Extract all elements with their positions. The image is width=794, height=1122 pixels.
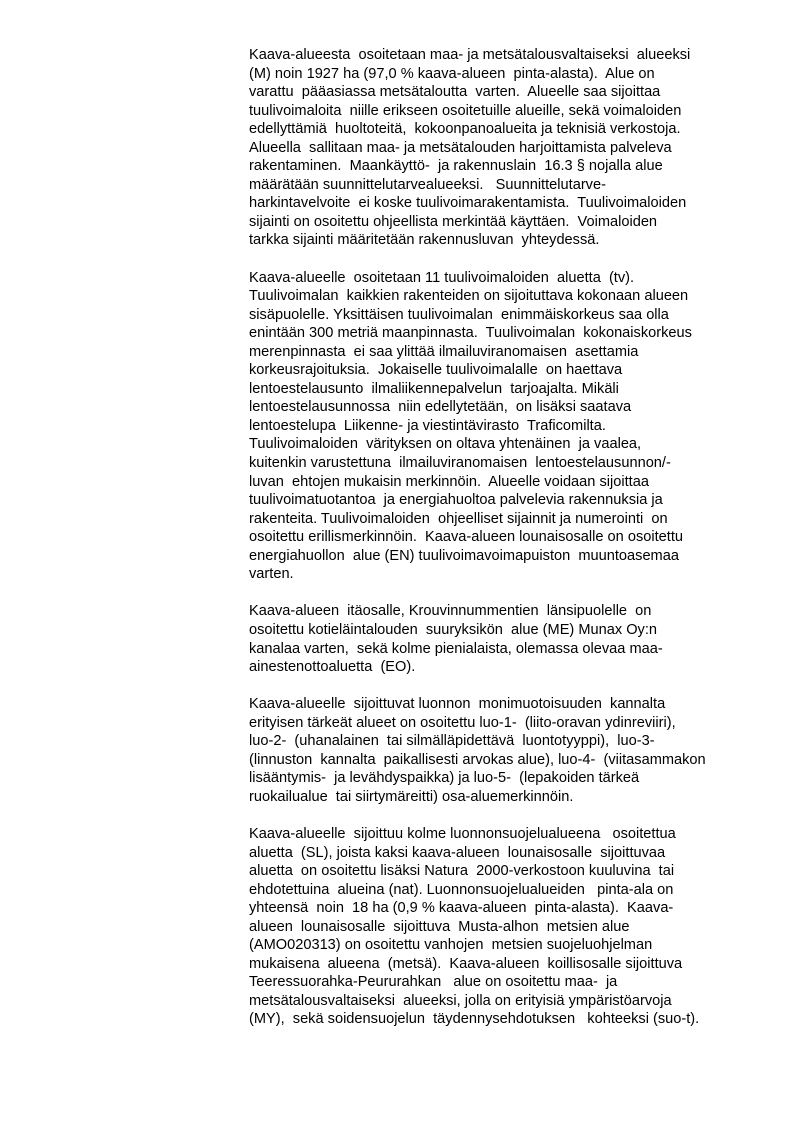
text-line: ainestenottoaluetta (EO). xyxy=(249,659,416,676)
paragraph-forest-area xyxy=(249,46,779,250)
text-line: kanalaa varten, sekä kolme pienialaista, olemassa olevaa maa- xyxy=(249,640,663,657)
text-line: Alueella sallitaan maa- ja metsätalouden harjoittamista palveleva xyxy=(249,139,672,156)
text-line: edellyttämiä huoltoteitä, kokoonpanoalueita ja teknisiä verkostoja. xyxy=(249,121,681,138)
text-line: lentoestelupa Liikenne- ja viestintävirasto Traficomilta. xyxy=(249,417,606,434)
text-line: aluetta (SL), joista kaksi kaava-alueen lounaisosalle sijoittuvaa xyxy=(249,844,666,861)
paragraph-biodiversity xyxy=(249,695,779,806)
text-line: Kaava-alueen itäosalle, Krouvinnummentien länsipuolelle on xyxy=(249,603,652,620)
text-line: kuitenkin varustettuna ilmailuviranomaisen lentoestelausunnon/- xyxy=(249,455,671,472)
text-line: alueen lounaisosalle sijoittuva Musta-alhon metsien alue xyxy=(249,918,630,935)
text-line: aluetta on osoitettu lisäksi Natura 2000-verkostoon kuuluvina tai xyxy=(249,863,675,880)
text-line: sijainti on osoitettu ohjeellista merkintää käyttäen. Voimaloiden xyxy=(249,213,658,230)
text-line: Teeressuorahka-Peururahkan alue on osoitettu maa- ja xyxy=(249,974,618,991)
text-line: varattu pääasiassa metsätaloutta varten. Alueelle saa sijoittaa xyxy=(249,84,661,101)
text-line: mukaisena alueena (metsä). Kaava-alueen koillisosalle sijoittuva xyxy=(249,955,683,972)
text-line: luo-2- (uhanalainen tai silmälläpidettävä luontotyyppi), luo-3- xyxy=(249,733,655,750)
text-line: rakentaminen. Maankäyttö- ja rakennuslain 16.3 § nojalla alue xyxy=(249,158,663,175)
text-line: erityisen tärkeät alueet on osoitettu luo-1- (liito-oravan ydinreviiri), xyxy=(249,714,676,731)
text-line: osoitettu kotieläintalouden suuryksikön alue (ME) Munax Oy:n xyxy=(249,621,658,638)
text-line: varten. xyxy=(249,566,294,583)
text-line: korkeusrajoituksia. Jokaiselle tuulivoimalalle on haettava xyxy=(249,362,623,379)
text-line: tuulivoimaloita niille erikseen osoitetuille alueille, sekä voimaloiden xyxy=(249,102,682,119)
text-line: Kaava-alueesta osoitetaan maa- ja metsätalousvaltaiseksi alueeksi xyxy=(249,47,691,63)
text-line: tuulivoimatuotantoa ja energiahuoltoa palvelevia rakennuksia ja xyxy=(249,492,663,509)
text-line: lisääntymis- ja levähdyspaikka) ja luo-5- (lepakoiden tärkeä xyxy=(249,770,640,787)
text-line: Tuulivoimaloiden värityksen on oltava yhtenäinen ja vaalea, xyxy=(249,436,642,453)
text-line: Tuulivoimalan kaikkien rakenteiden on sijoituttava kokonaan alueen xyxy=(249,288,689,305)
text-line: energiahuollon alue (EN) tuulivoimavoimapuiston muuntoasemaa xyxy=(249,547,679,564)
text-line: luvan ehtojen mukaisin merkinnöin. Alueelle voidaan sijoittaa xyxy=(249,473,649,490)
text-line: harkintavelvoite ei koske tuulivoimarakentamista. Tuulivoimaloiden xyxy=(249,195,687,212)
text-line: lentoestelausunnossa niin edellytetään, on lisäksi saatava xyxy=(249,399,632,416)
text-line: määrätään suunnittelutarvealueeksi. Suunnittelutarve- xyxy=(249,176,606,193)
paragraph-wind-power-areas xyxy=(249,269,779,584)
text-line: enintään 300 metriä maanpinnasta. Tuulivoimalan kokonaiskorkeus xyxy=(249,325,692,342)
document-page xyxy=(249,46,779,1048)
text-line: (linnuston kannalta paikallisesti arvokas alue), luo-4- (viitasammakon xyxy=(249,751,706,768)
text-line: lentoestelausunto ilmaliikennepalvelun tarjoajalta. Mikäli xyxy=(249,380,619,397)
text-line: rakenteita. Tuulivoimaloiden ohjeelliset sijainnit ja numerointi on xyxy=(249,510,668,527)
paragraph-east-area xyxy=(249,602,779,676)
text-line: (MY), sekä soidensuojelun täydennysehdotuksen kohteeksi (suo-t). xyxy=(249,1011,700,1028)
text-line: osoitettu erillismerkinnöin. Kaava-alueen lounaisosalle on osoitettu xyxy=(249,529,684,546)
text-line: tarkka sijainti määritetään rakennusluvan yhteydessä. xyxy=(249,232,600,249)
text-line: ehdotettuina alueina (nat). Luonnonsuojelualueiden pinta-ala on xyxy=(249,881,674,898)
paragraph-nature-reserves xyxy=(249,825,779,1029)
text-line: Kaava-alueelle osoitetaan 11 tuulivoimaloiden aluetta (tv). xyxy=(249,269,635,286)
text-line: (M) noin 1927 ha (97,0 % kaava-alueen pinta-alasta). Alue on xyxy=(249,65,655,82)
text-line: sisäpuolelle. Yksittäisen tuulivoimalan enimmäiskorkeus saa olla xyxy=(249,306,669,323)
text-line: ruokailualue tai siirtymäreitti) osa-aluemerkinnöin. xyxy=(249,788,574,805)
text-line: Kaava-alueelle sijoittuu kolme luonnonsuojelualueena osoitettua xyxy=(249,825,676,842)
text-line: yhteensä noin 18 ha (0,9 % kaava-alueen pinta-alasta). Kaava- xyxy=(249,900,674,917)
text-line: Kaava-alueelle sijoittuvat luonnon monimuotoisuuden kannalta xyxy=(249,696,666,713)
text-line: (AMO020313) on osoitettu vanhojen metsien suojeluohjelman xyxy=(249,937,653,954)
text-line: merenpinnasta ei saa ylittää ilmailuviranomaisen asettamia xyxy=(249,343,639,360)
text-line: metsätalousvaltaiseksi alueeksi, jolla on erityisiä ympäristöarvoja xyxy=(249,992,672,1009)
